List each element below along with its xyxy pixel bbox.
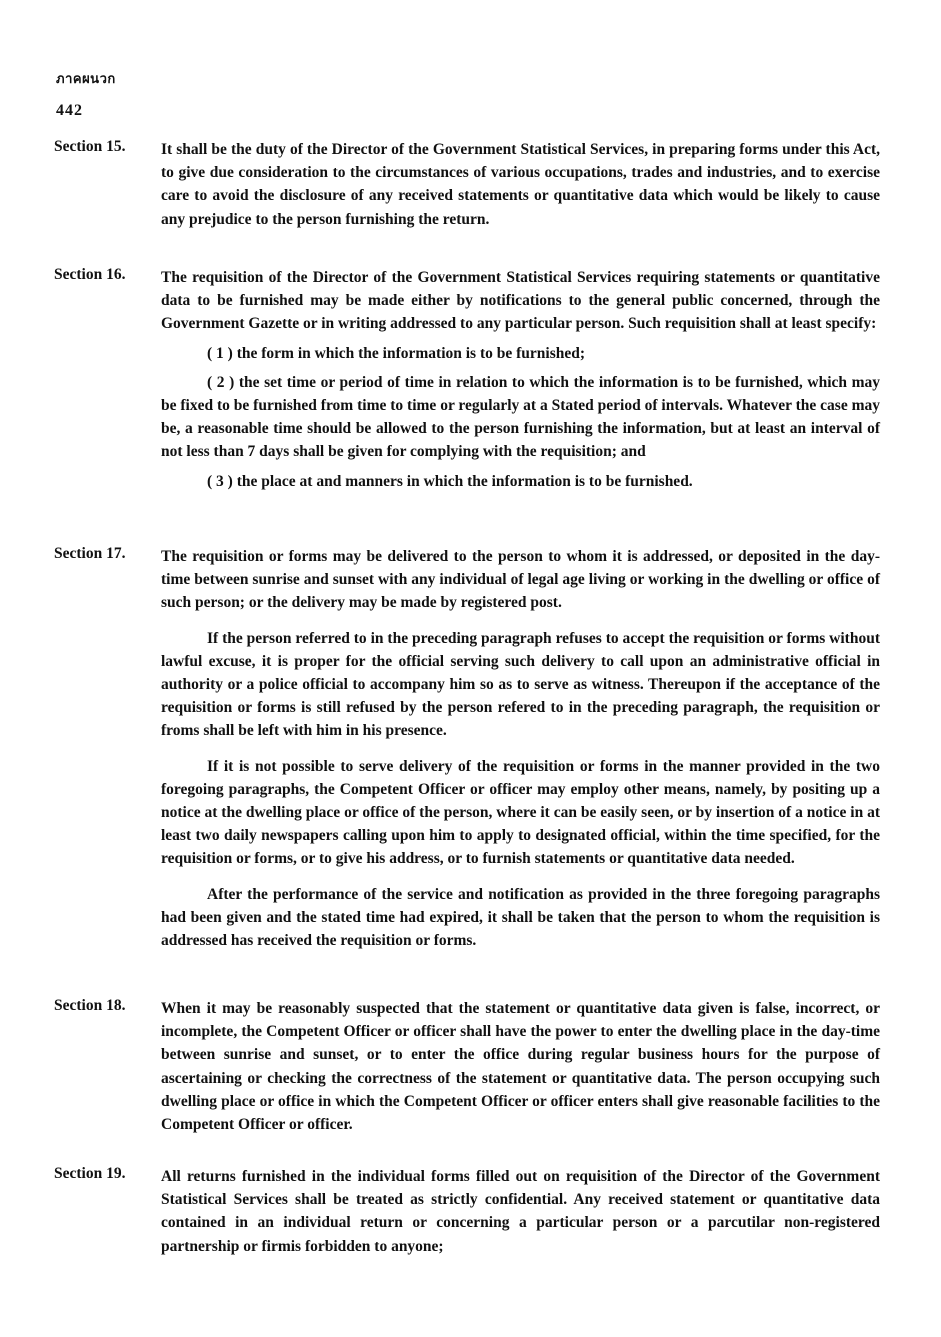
list-item: ( 3 ) the place at and manners in which the information is to be furnished. [207, 472, 693, 490]
section-body [161, 138, 880, 231]
section-paragraph: The requisition of the Director of the Government Statistical Services requiring statements or quantitative data to be furnished may be made either by notifications to the general public concerned, through the Government Gazette or in writing addressed to any particular person. Such requisition shall at least specify: [161, 269, 880, 333]
section-16 [54, 266, 880, 493]
section-paragraph: If the person referred to in the preceding paragraph refuses to accept the requisition or forms without lawful excuse, it is proper for the official serving such delivery to call upon an administrative official in authority or a police official to accompany him so as to serve as witness. Thereupon if the acceptance of the requisition or forms is still refused by the person refered to in the preceding paragraph, the requisition or froms shall be left with him in his presence. [161, 629, 880, 740]
section-paragraph: All returns furnished in the individual forms filled out on requisition of the Director of the Government Statistical Services shall be treated as strictly confidential. Any received statement or quantitative data contained in an individual return or concerning a particular person or a parcutilar non-registered partnership or firmis forbidden to anyone; [161, 1168, 880, 1255]
section-paragraph: After the performance of the service and notification as provided in the three foregoing paragraphs had been given and the stated time had expired, it shall be taken that the person to whom the requisition is addressed has received the requisition or forms. [161, 885, 880, 950]
section-label: Section 19. [54, 1165, 126, 1182]
section-19 [54, 1165, 880, 1258]
section-15 [54, 138, 880, 231]
section-label: Section 17. [54, 545, 126, 562]
section-paragraph: When it may be reasonably suspected that the statement or quantitative data given is false, incorrect, or incomplete, the Competent Officer or officer shall have the power to enter the dwelling place in the day-time between sunrise and sunset, or to enter the office during regular business hours for the purpose of ascertaining or checking the correctness of the statement or quantitative data. The person occupying such dwelling place or office in which the Competent Officer or officer enters shall give reasonable facilities to the Competent Officer or officer. [161, 1000, 880, 1134]
section-label: Section 18. [54, 997, 126, 1014]
section-body [161, 997, 880, 1136]
section-body [161, 1165, 880, 1258]
section-body [161, 266, 880, 493]
section-body [161, 545, 880, 952]
section-paragraph: If it is not possible to serve delivery of the requisition or forms in the manner provided in the two foregoing paragraphs, the Competent Officer or officer may employ other means, namely, by positing up a notice at the dwelling place or office of the person, where it can be easily seen, or by insertion of a notice in at least two daily newspapers calling upon him to apply to designated official, within the time specified, for the requisition or forms, or to give his address, or to furnish statements or quantitative data needed. [161, 757, 880, 868]
section-17 [54, 545, 880, 952]
section-18 [54, 997, 880, 1136]
page-number: 442 [56, 102, 83, 119]
list-item: ( 1 ) the form in which the information is to be furnished; [207, 344, 586, 362]
section-paragraph: It shall be the duty of the Director of the Government Statistical Services, in preparing forms under this Act, to give due consideration to the circumstances of various occupations, trades and industries, and to exercise care to avoid the disclosure of any received statements or quantitative data which would be likely to cause any prejudice to the person furnishing the return. [161, 141, 880, 228]
section-label: Section 16. [54, 266, 126, 283]
header-thai-label: ภาคผนวก [56, 72, 116, 87]
section-label: Section 15. [54, 138, 126, 155]
section-paragraph: The requisition or forms may be delivered to the person to whom it is addressed, or deposited in the day-time between sunrise and sunset with any individual of legal age living or working in the dwelling or office of such person; or the delivery may be made by registered post. [161, 548, 880, 612]
list-item: ( 2 ) the set time or period of time in relation to which the information is to be furnished, which may be fixed to be furnished from time to time or regularly at a Stated period of intervals. Whatever the case may be, a reasonable time should be allowed to the person furnishing the information, but at least an interval of not less than 7 days shall be given for complying with the requisition; and [161, 373, 880, 461]
